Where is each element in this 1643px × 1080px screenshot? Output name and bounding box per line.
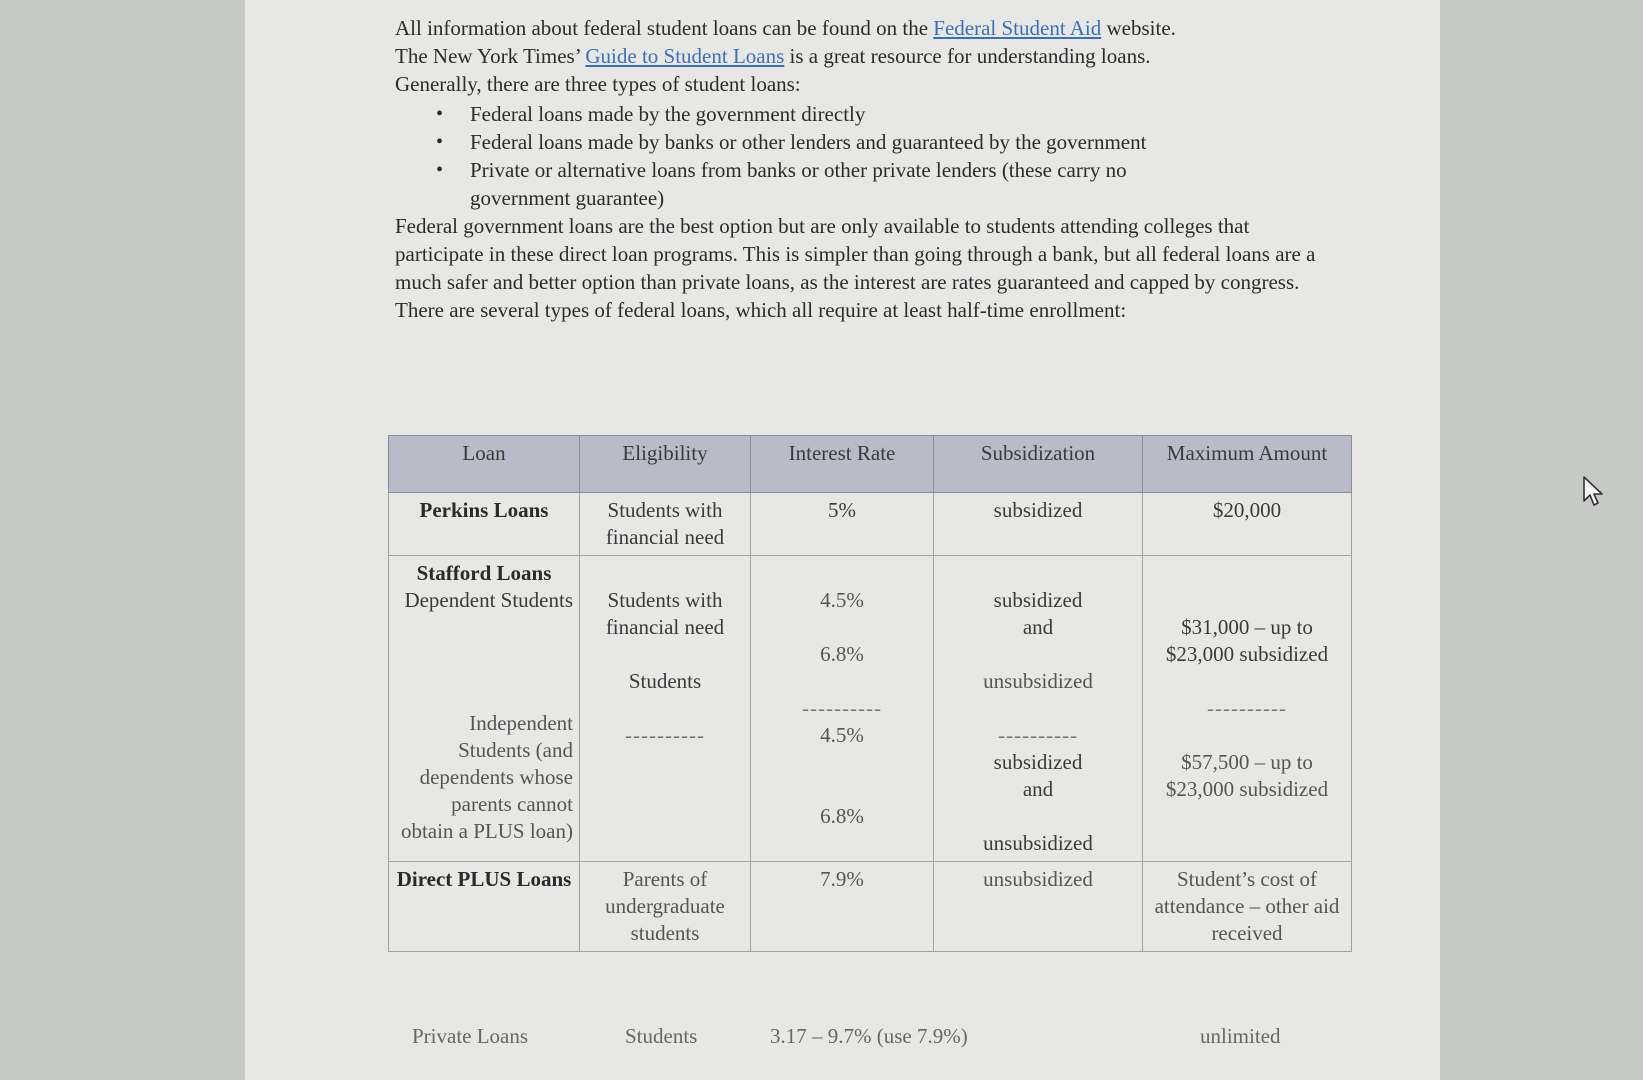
ind-rate-1: 4.5% <box>820 723 864 747</box>
dependent-students-label: Dependent Students <box>404 588 573 612</box>
dep-eligibility-1: Students with financial need <box>605 588 725 639</box>
perkins-eligibility: Students with financial need <box>580 493 751 556</box>
mouse-pointer-icon <box>1582 475 1606 507</box>
ind-sub-and: and <box>1022 777 1054 801</box>
header-interest-rate: Interest Rate <box>751 436 934 493</box>
dep-rate-2: 6.8% <box>820 642 864 666</box>
header-loan: Loan <box>389 436 580 493</box>
header-maximum-amount: Maximum Amount <box>1143 436 1352 493</box>
divider-dash: ---------- <box>1207 696 1287 720</box>
private-eligibility: Students <box>625 1024 698 1048</box>
federal-loans-table <box>388 435 1352 952</box>
independent-students-label: Independent Students (and dependents whose parents cannot obtain a PLUS loan) <box>400 711 573 843</box>
plus-subsidization: unsubsidized <box>934 862 1143 952</box>
ind-sub-1: subsidized <box>993 750 1083 774</box>
table-row <box>389 556 1352 862</box>
ind-sub-2: unsubsidized <box>983 831 1093 855</box>
private-loans-label: Private Loans <box>412 1024 529 1048</box>
plus-eligibility: Parents of undergraduate students <box>580 862 751 952</box>
stafford-eligibility <box>580 556 751 862</box>
list-item: • Federal loans made by the government directly <box>470 100 1395 128</box>
table-header-row <box>389 436 1352 493</box>
intro-line-1 <box>395 14 1395 42</box>
perkins-rate: 5% <box>751 493 934 556</box>
intro-line-2 <box>395 42 1395 70</box>
loan-types-list <box>395 100 1395 212</box>
divider-dash: ---------- <box>998 723 1078 747</box>
table-row <box>389 493 1352 556</box>
stafford-max <box>1143 556 1352 862</box>
divider-dash: ---------- <box>625 723 705 747</box>
dep-rate-1: 4.5% <box>820 588 864 612</box>
list-item: • Private or alternative loans from banks or other private lenders (these carry no government guarantee) <box>470 156 1230 212</box>
header-subsidization: Subsidization <box>934 436 1143 493</box>
plus-loan-cell: Direct PLUS Loans <box>389 862 580 952</box>
stafford-subsidization <box>934 556 1143 862</box>
federal-student-aid-link[interactable]: Federal Student Aid <box>933 16 1102 40</box>
plus-max: Student’s cost of attendance – other aid received <box>1143 862 1352 952</box>
ind-max: $57,500 – up to $23,000 subsidized <box>1165 750 1329 801</box>
types-heading: Generally, there are three types of student loans: <box>395 72 801 96</box>
dep-sub-1: subsidized <box>993 588 1083 612</box>
list-item: • Federal loans made by banks or other lenders and guaranteed by the government <box>470 128 1395 156</box>
intro-text: All information about federal student loans can be found on the <box>395 16 934 40</box>
divider-dash: ---------- <box>802 696 882 720</box>
stafford-loan-cell <box>389 556 580 862</box>
private-max: unlimited <box>1200 1024 1281 1048</box>
table-intro: There are several types of federal loans, which all require at least half-time enrollment: <box>395 298 1127 322</box>
stafford-rate <box>751 556 934 862</box>
dep-sub-and: and <box>1022 615 1054 639</box>
stafford-title: Stafford Loans <box>416 561 552 585</box>
plus-rate: 7.9% <box>751 862 934 952</box>
federal-loans-paragraph: Federal government loans are the best option but are only available to students attending colleges that participate in these direct loan programs. This is simpler than going through a bank, but all federal loans are a much safer and better option than private loans, as the interest are rates guaranteed and capped by congress. <box>395 214 1316 294</box>
document-body <box>395 14 1395 324</box>
dep-max: $31,000 – up to $23,000 subsidized <box>1165 615 1329 666</box>
table-row <box>389 862 1352 952</box>
intro-text: website. <box>1101 16 1176 40</box>
perkins-subsidization: subsidized <box>934 493 1143 556</box>
dep-sub-2: unsubsidized <box>983 669 1093 693</box>
private-rate: 3.17 – 9.7% (use 7.9%) <box>770 1024 968 1048</box>
intro-text: The New York Times’ <box>395 44 586 68</box>
header-eligibility: Eligibility <box>580 436 751 493</box>
perkins-loan-cell: Perkins Loans <box>389 493 580 556</box>
intro-text: is a great resource for understanding loans. <box>784 44 1151 68</box>
dep-eligibility-2: Students <box>628 669 702 693</box>
perkins-max: $20,000 <box>1143 493 1352 556</box>
ind-rate-2: 6.8% <box>820 804 864 828</box>
guide-to-student-loans-link[interactable]: Guide to Student Loans <box>585 44 785 68</box>
